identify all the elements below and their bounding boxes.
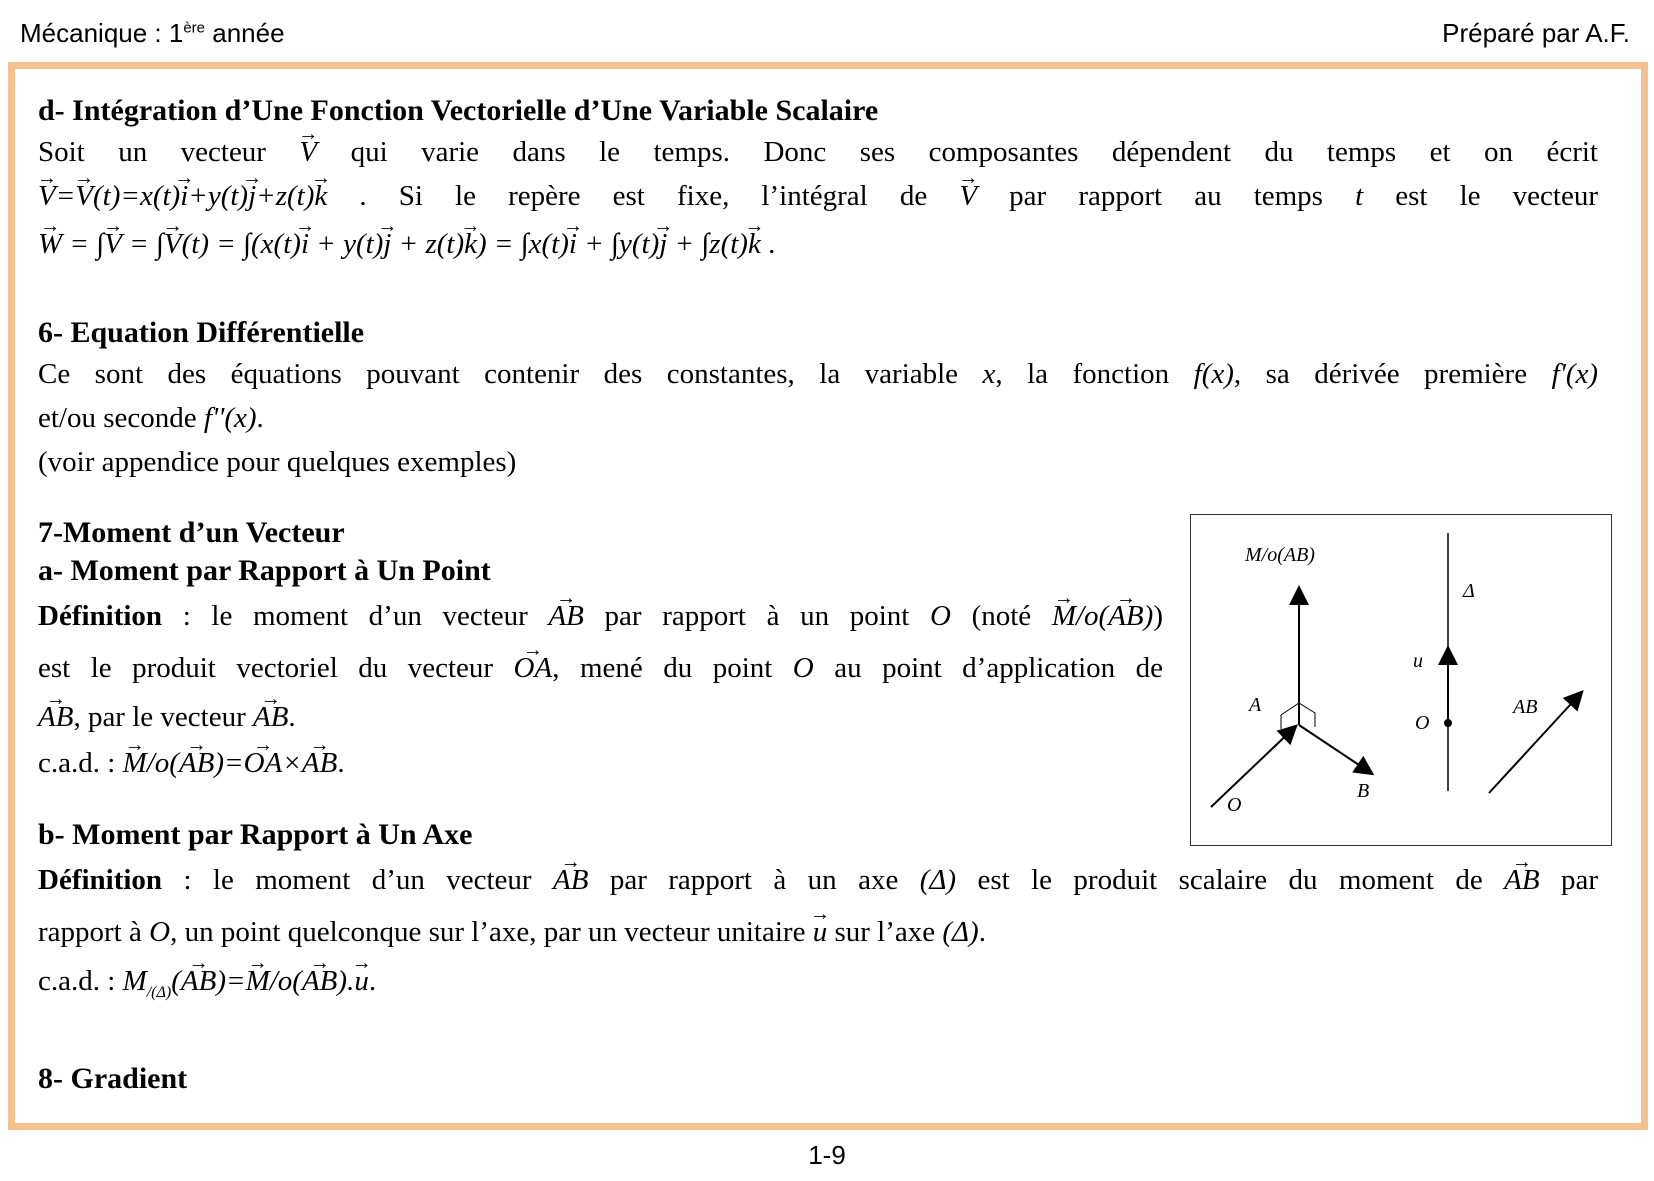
- section-d-line2: → V=→ V(t)=x(t)→ i+y(t)→ j+z(t)→ k . Si le repère est fixe, l’intégral de → V par rapport au temps t est le vecteur: [38, 174, 1598, 218]
- label-moment: M/o(AB): [1245, 544, 1315, 566]
- section-7b-formula: c.a.d. : $M_{/(\Delta)}(\to AB)=\to M/o(\to AB).\to u$.: [38, 958, 1598, 1016]
- section-7b-title: b- Moment par Rapport à Un Axe: [38, 818, 473, 851]
- section-8-title: 8- Gradient: [38, 1061, 188, 1095]
- label-A: A: [1249, 694, 1262, 716]
- moment-figure: [1190, 514, 1612, 846]
- label-B: B: [1357, 780, 1370, 802]
- page-number: 1-9: [808, 1140, 846, 1170]
- label-u: u: [1413, 650, 1423, 672]
- section-6-line1: Ce sont des équations pouvant contenir des constantes, la variable x, la fonction f(x), sa dérivée première f'(x): [38, 358, 1599, 390]
- label-O1: O: [1227, 794, 1242, 816]
- ab-arrow: [1299, 725, 1371, 773]
- section-d-line1: Soit un vecteur → V qui varie dans le temps. Donc ses composantes dépendent du temps et on écrit: [38, 130, 1598, 174]
- section-7a-def-line1: Définition : le moment d’un vecteur → AB par rapport à un point O (noté → M/o(→ AB)): [38, 590, 1163, 642]
- section-7-title: 7-Moment d’un Vecteur: [38, 516, 345, 549]
- header-course: Mécanique : 1ère année: [20, 18, 285, 48]
- oa-arrow: [1211, 727, 1295, 807]
- moment-diagram: [1191, 515, 1611, 845]
- section-6-line3: (voir appendice pour quelques exemples): [38, 446, 517, 478]
- section-d-line3: → W = ∫→ V = ∫→ V(t) = ∫(x(t)→ i + y(t)→ j + z(t)→ k) = ∫x(t)→ i + ∫y(t)→ j + ∫z(t)→ k .: [38, 218, 1598, 270]
- section-7a-def-line2: est le produit vectoriel du vecteur → OA, mené du point O au point d’application de: [38, 642, 1163, 694]
- section-7b-def-line2: rapport à O, un point quelconque sur l’axe, par un vecteur unitaire → u sur l’axe (Δ).: [38, 906, 1598, 958]
- point-O: [1444, 719, 1452, 727]
- section-7b-def-line1: Définition : le moment d’un vecteur → AB par rapport à un axe (Δ) est le produit scalaire du moment de → AB par: [38, 854, 1598, 906]
- label-AB: AB: [1513, 696, 1538, 718]
- section-d-title: d- Intégration d’Une Fonction Vectorielle d’Une Variable Scalaire: [38, 94, 879, 127]
- section-7a-formula: c.a.d. : → M/o(→ AB)=→ OA×→ AB.: [38, 740, 1598, 786]
- header-author: Préparé par A.F.: [1442, 18, 1630, 48]
- section-7a-title: a- Moment par Rapport à Un Point: [38, 554, 491, 587]
- section-7a-def-line3: → AB, par le vecteur → AB.: [38, 694, 1598, 740]
- label-O2: O: [1415, 712, 1430, 734]
- section-6-title: 6- Equation Différentielle: [38, 316, 365, 349]
- section-6-line2: et/ou seconde f''(x).: [38, 402, 264, 434]
- label-delta: Δ: [1463, 580, 1475, 602]
